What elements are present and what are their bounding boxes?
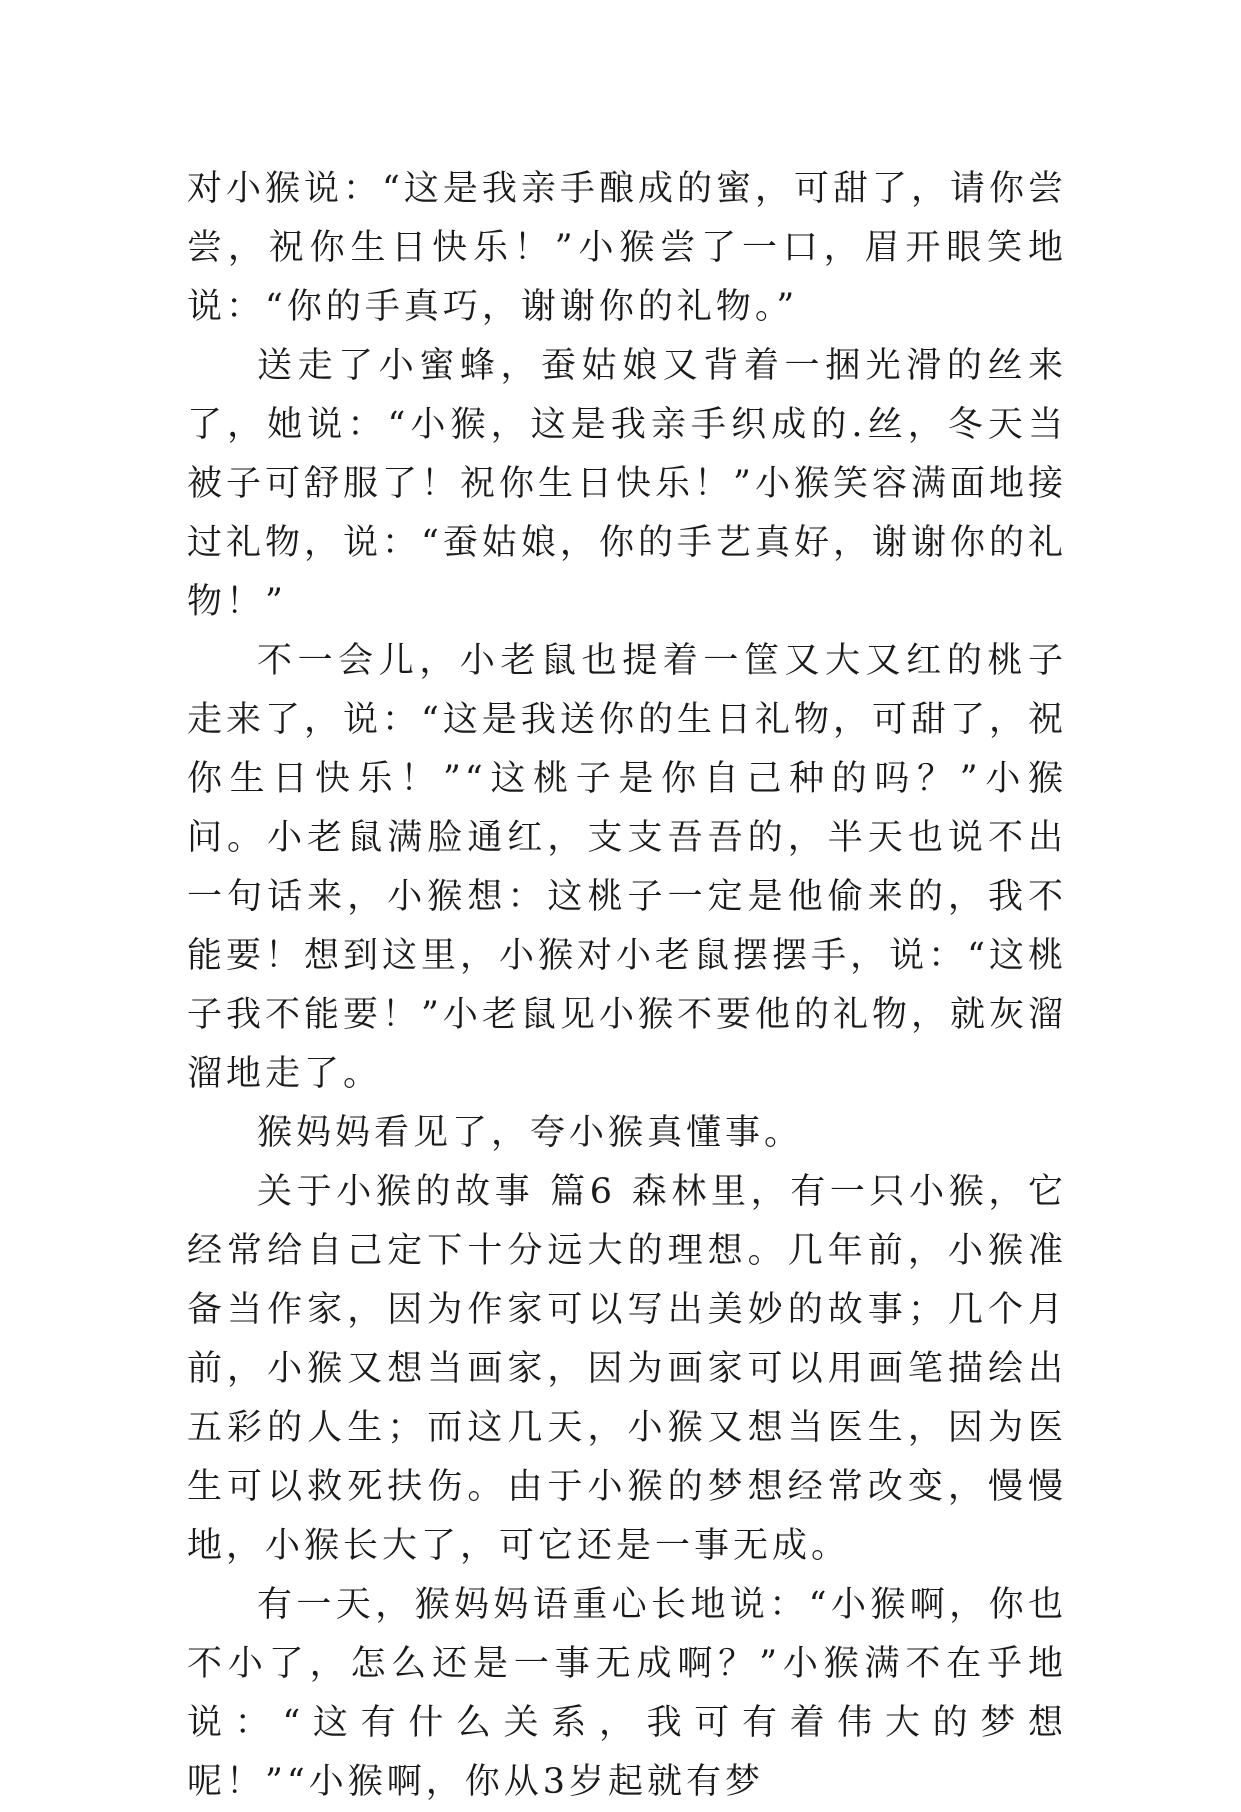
paragraph-4: 猴妈妈看见了，夸小猴真懂事。 [257,1113,804,1153]
paragraph-1: 对小猴说：“这是我亲手酿成的蜜，可甜了，请你尝尝，祝你生日快乐！”小猴尝了一口，眉开眼笑地说：“你的手真巧，谢谢你的礼物。” [187,169,1067,327]
paragraph-6: 有一天，猴妈妈语重心长地说：“小猴啊，你也不小了，怎么还是一事无成啊？”小猴满不在乎地说：“这有什么关系，我可有着伟大的梦想呢！”“小猴啊，你从3岁起就有梦 [187,1585,1067,1802]
paragraph-2: 送走了小蜜蜂，蚕姑娘又背着一捆光滑的丝来了，她说：“小猴，这是我亲手织成的.丝，冬天当被子可舒服了！祝你生日快乐！”小猴笑容满面地接过礼物，说：“蚕姑娘，你的手艺真好，谢谢你的礼物！” [187,346,1067,622]
paragraph-5: 关于小猴的故事 篇6 森林里，有一只小猴，它经常给自己定下十分远大的理想。几年前，小猴准备当作家，因为作家可以写出美妙的故事；几个月前，小猴又想当画家，因为画家可以用画笔描绘出五彩的人生；而这几天，小猴又想当医生，因为医生可以救死扶伤。由于小猴的梦想经常改变，慢慢地，小猴长大了，可它还是一事无成。 [187,1172,1067,1566]
paragraph-3: 不一会儿，小老鼠也提着一筐又大又红的桃子走来了，说：“这是我送你的生日礼物，可甜了，祝你生日快乐！”“这桃子是你自己种的吗？”小猴问。小老鼠满脸通红，支支吾吾的，半天也说不出一句话来，小猴想：这桃子一定是他偷来的，我不能要！想到这里，小猴对小老鼠摆摆手，说：“这桃子我不能要！”小老鼠见小猴不要他的礼物，就灰溜溜地走了。 [187,641,1067,1094]
document-body [187,160,1067,1812]
